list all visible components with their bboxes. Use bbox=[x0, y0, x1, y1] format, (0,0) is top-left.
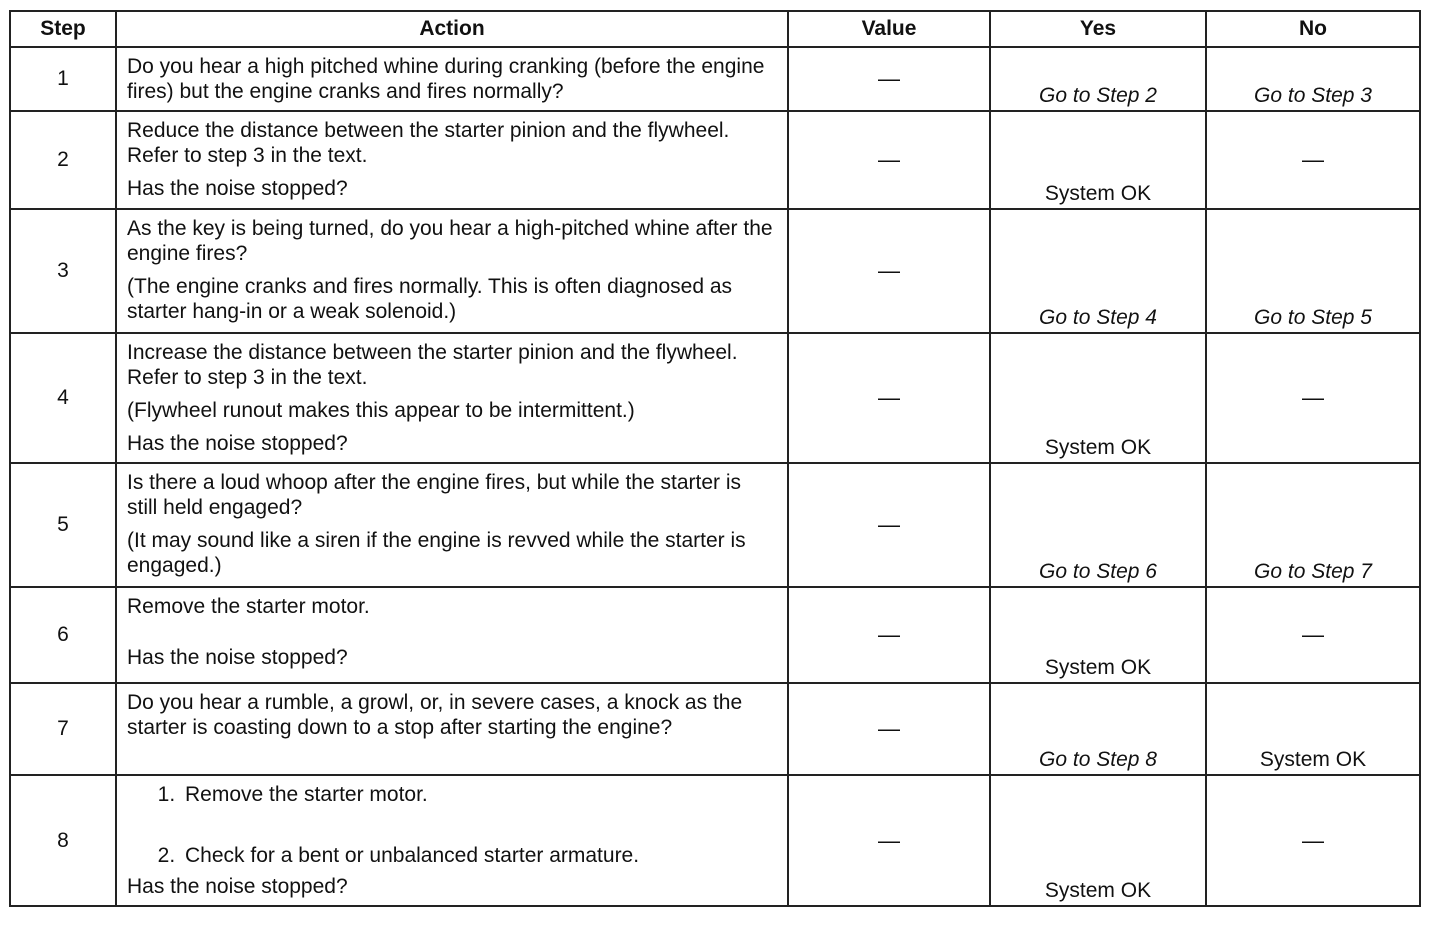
action-list bbox=[139, 782, 777, 868]
action-text: Is there a loud whoop after the engine fires, but while the starter is still held engaged? bbox=[127, 471, 742, 519]
table-row bbox=[10, 47, 1420, 111]
yes-cell bbox=[990, 47, 1206, 111]
step-number: 8 bbox=[10, 775, 116, 906]
value-cell: — bbox=[788, 775, 990, 906]
no-cell bbox=[1206, 47, 1420, 111]
step-number: 7 bbox=[10, 683, 116, 775]
yes-cell bbox=[990, 683, 1206, 775]
value-cell: — bbox=[788, 333, 990, 463]
no-link: Go to Step 5 bbox=[1254, 306, 1372, 329]
table-row bbox=[10, 683, 1420, 775]
yes-link: Go to Step 4 bbox=[1039, 306, 1157, 329]
table-row bbox=[10, 463, 1420, 587]
action-cell bbox=[116, 683, 788, 775]
table-row bbox=[10, 587, 1420, 683]
table-row bbox=[10, 209, 1420, 333]
no-link: Go to Step 7 bbox=[1254, 560, 1372, 583]
action-cell bbox=[116, 333, 788, 463]
diagnostic-table bbox=[9, 10, 1421, 907]
header-step: Step bbox=[10, 11, 116, 47]
header-value: Value bbox=[788, 11, 990, 47]
action-text: Increase the distance between the starter pinion and the flywheel. Refer to step 3 in the text. bbox=[127, 341, 738, 389]
action-text: Remove the starter motor. bbox=[127, 595, 370, 618]
header-row bbox=[10, 11, 1420, 47]
action-question: Has the noise stopped? bbox=[127, 432, 348, 455]
action-question: Has the noise stopped? bbox=[127, 875, 348, 898]
no-cell bbox=[1206, 209, 1420, 333]
no-cell: — bbox=[1206, 775, 1420, 906]
action-text: Do you hear a high pitched whine during cranking (before the engine fires) but the engine cranks and fires normally? bbox=[127, 55, 765, 103]
action-question: Has the noise stopped? bbox=[127, 646, 348, 669]
yes-link: Go to Step 6 bbox=[1039, 560, 1157, 583]
no-cell: — bbox=[1206, 587, 1420, 683]
table-row bbox=[10, 333, 1420, 463]
spacer bbox=[127, 619, 777, 645]
no-cell: — bbox=[1206, 111, 1420, 209]
header-action: Action bbox=[116, 11, 788, 47]
yes-cell: System OK bbox=[990, 333, 1206, 463]
step-number: 1 bbox=[10, 47, 116, 111]
no-cell: System OK bbox=[1206, 683, 1420, 775]
value-cell: — bbox=[788, 587, 990, 683]
step-number: 6 bbox=[10, 587, 116, 683]
action-question: Has the noise stopped? bbox=[127, 177, 348, 200]
diagnostic-table-container bbox=[9, 10, 1419, 907]
action-text: Reduce the distance between the starter pinion and the flywheel. Refer to step 3 in the text. bbox=[127, 119, 730, 167]
header-no: No bbox=[1206, 11, 1420, 47]
action-cell bbox=[116, 209, 788, 333]
yes-cell: System OK bbox=[990, 775, 1206, 906]
value-cell: — bbox=[788, 47, 990, 111]
action-note: (Flywheel runout makes this appear to be intermittent.) bbox=[127, 399, 635, 422]
value-cell: — bbox=[788, 683, 990, 775]
no-cell: — bbox=[1206, 333, 1420, 463]
action-note: (The engine cranks and fires normally. This is often diagnosed as starter hang-in or a weak solenoid.) bbox=[127, 275, 733, 323]
action-text: Do you hear a rumble, a growl, or, in severe cases, a knock as the starter is coasting down to a stop after starting the engine? bbox=[127, 691, 743, 739]
step-number: 2 bbox=[10, 111, 116, 209]
step-number: 5 bbox=[10, 463, 116, 587]
action-cell bbox=[116, 47, 788, 111]
yes-cell: System OK bbox=[990, 111, 1206, 209]
yes-cell bbox=[990, 463, 1206, 587]
table-row bbox=[10, 111, 1420, 209]
action-text: As the key is being turned, do you hear a high-pitched whine after the engine fires? bbox=[127, 217, 773, 265]
action-cell bbox=[116, 775, 788, 906]
no-link: Go to Step 3 bbox=[1254, 84, 1372, 107]
step-number: 4 bbox=[10, 333, 116, 463]
table-row bbox=[10, 775, 1420, 906]
action-cell bbox=[116, 111, 788, 209]
action-cell bbox=[116, 587, 788, 683]
yes-link: Go to Step 8 bbox=[1039, 748, 1157, 771]
step-number: 3 bbox=[10, 209, 116, 333]
list-item: 2. Check for a bent or unbalanced starter armature. bbox=[181, 843, 777, 868]
action-note: (It may sound like a siren if the engine is revved while the starter is engaged.) bbox=[127, 529, 746, 577]
yes-cell: System OK bbox=[990, 587, 1206, 683]
value-cell: — bbox=[788, 463, 990, 587]
value-cell: — bbox=[788, 209, 990, 333]
header-yes: Yes bbox=[990, 11, 1206, 47]
list-item: 1. Remove the starter motor. bbox=[181, 782, 777, 807]
yes-cell bbox=[990, 209, 1206, 333]
no-cell bbox=[1206, 463, 1420, 587]
action-cell bbox=[116, 463, 788, 587]
value-cell: — bbox=[788, 111, 990, 209]
yes-link: Go to Step 2 bbox=[1039, 84, 1157, 107]
